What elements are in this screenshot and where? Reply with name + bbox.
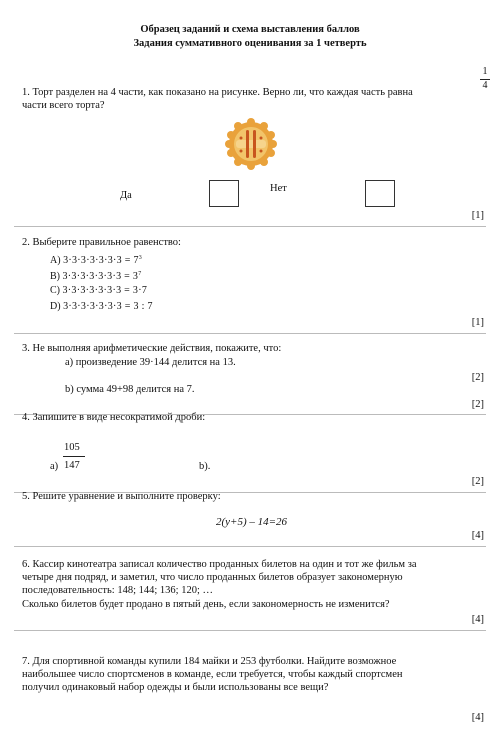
option-label: B) <box>50 271 60 282</box>
q3-part-b: b) сумма 49+98 делится на 7. <box>65 384 195 395</box>
divider <box>14 546 486 547</box>
q1-text-line2: части всего торта? <box>22 100 105 111</box>
option-expr: 3·3·3·3·3·3·3 = 7 <box>63 255 139 266</box>
doc-title-line1: Образец заданий и схема выставления баллов <box>140 24 360 35</box>
q2-option-a[interactable] <box>50 252 142 267</box>
q3-part-a: а) произведение 39·144 делится на 13. <box>65 357 236 368</box>
option-exponent: 7 <box>138 271 142 277</box>
q1-frac-den: 4 <box>482 80 488 91</box>
option-label: C) <box>50 285 60 296</box>
q6-line2: четыре дня подряд, и заметил, что число проданных билетов образует закономерную <box>22 572 403 583</box>
q1-no-label: Нет <box>270 183 287 194</box>
q1-frac-num: 1 <box>482 66 488 77</box>
q5-points: [4] <box>471 530 484 541</box>
q4-points: [2] <box>471 476 484 487</box>
q3-points-b: [2] <box>471 399 484 410</box>
q6-line3: последовательность: 148; 144; 136; 120; … <box>22 585 214 596</box>
q4-a-denominator: 147 <box>64 460 80 471</box>
option-exponent: 3 <box>138 255 142 261</box>
q2-option-d[interactable] <box>50 300 153 313</box>
q6-line4: Сколько билетов будет продано в пятый день, если закономерность не изменится? <box>22 599 390 610</box>
q4-a-label: а) <box>50 461 59 472</box>
q3-text: 3. Не выполняя арифметические действия, покажите, что: <box>22 343 282 354</box>
q7-line2: наибольшее число спортсменов в команде, если требуется, чтобы каждый спортсмен <box>22 669 403 680</box>
option-expr: 3·3·3·3·3·3·3 = 3 : 7 <box>63 301 153 312</box>
q2-points: [1] <box>471 317 484 328</box>
q4-a-numerator: 105 <box>64 442 80 453</box>
doc-title-line2: Задания суммативного оценивания за 1 четверть <box>133 38 367 49</box>
divider <box>14 226 486 227</box>
q1-no-checkbox[interactable] <box>365 180 395 207</box>
option-expr: 3·3·3·3·3·3·3 = 3·7 <box>62 285 148 296</box>
q7-points: [4] <box>471 712 484 723</box>
divider <box>14 630 486 631</box>
q1-yes-checkbox[interactable] <box>209 180 239 207</box>
q7-line3: получил одинаковый набор одежды и были использованы все вещи? <box>22 682 329 693</box>
q4-frac-bar <box>63 456 85 457</box>
q1-yes-label: Да <box>120 190 132 201</box>
q2-option-c[interactable] <box>50 284 147 297</box>
cake-icon <box>225 118 277 170</box>
q1-points: [1] <box>471 210 484 221</box>
q2-option-b[interactable] <box>50 268 141 283</box>
q2-text: 2. Выберите правильное равенство: <box>22 237 181 248</box>
q6-line1: 6. Кассир кинотеатра записал количество проданных билетов на один и тот же фильм за <box>22 559 417 570</box>
divider <box>14 333 486 334</box>
q7-line1: 7. Для спортивной команды купили 184 майки и 253 футболки. Найдите возможное <box>22 656 397 667</box>
option-label: A) <box>50 255 61 266</box>
q3-points-a: [2] <box>471 372 484 383</box>
option-label: D) <box>50 301 61 312</box>
q1-text-line1: 1. Торт разделен на 4 части, как показано на рисунке. Верно ли, что каждая часть равна <box>22 87 413 98</box>
q5-text: 5. Решите уравнение и выполните проверку: <box>22 491 221 502</box>
q4-text: 4. Запишите в виде несократимой дроби: <box>22 412 206 423</box>
option-expr: 3·3·3·3·3·3·3 = 3 <box>62 271 139 282</box>
q6-points: [4] <box>471 614 484 625</box>
q4-b-label: b). <box>199 461 211 472</box>
q5-equation: 2(y+5) – 14=26 <box>216 516 288 528</box>
